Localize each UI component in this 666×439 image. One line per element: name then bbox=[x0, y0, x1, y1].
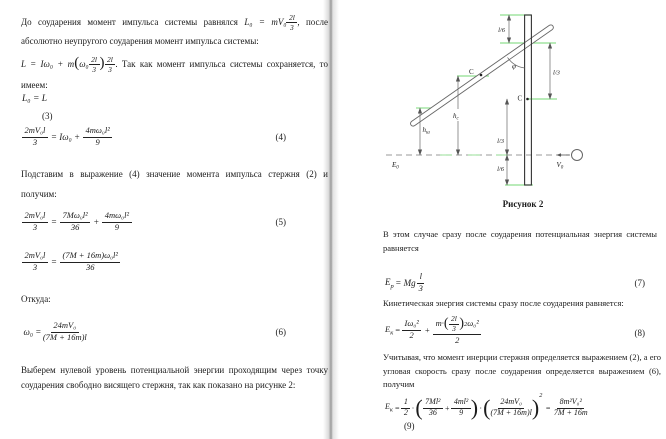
label-c-rod: C bbox=[517, 94, 523, 103]
ep-symbol: $E_p$ bbox=[385, 276, 394, 290]
label-l6-top: l/6 bbox=[498, 27, 505, 34]
paragraph-potential-energy: В этом случае сразу после соударения потенциальная энергия системы равняется bbox=[383, 229, 657, 253]
fraction: $\frac{\text{Iω₀²}}{2}$ bbox=[402, 319, 421, 340]
velocity-arrow-head bbox=[557, 153, 562, 157]
label-l3-bottom: l/3 bbox=[497, 138, 504, 145]
fraction: $\frac{\text{4ml²}}{9}$ bbox=[451, 398, 470, 418]
fraction: $\frac{\text{24mV₀}}{(7M + 16m)l}$ bbox=[490, 397, 532, 417]
fraction: $\frac{\text{2mV₀l}}{3}$ bbox=[22, 211, 48, 232]
equation-9: $E_к$ = $\frac{1}{2}$ · ( $\frac{\text{7Ml²}}{36}$ + $\frac{\text{4ml²}}{9}$ ) · ( $\frac{\text{24mV₀}}{(7M + 16m)l}$ ) $^2$ = $\frac{\text{8m²V₀²}}{7M + 16m}$ bbox=[385, 392, 588, 420]
inner-fraction: $\frac{2l}{3}$ bbox=[449, 315, 460, 334]
fraction: $\frac{\text{2mV₀l}}{3}$ bbox=[22, 251, 48, 272]
label-c-inclined: C bbox=[469, 68, 474, 76]
equation-3: L₀ = L bbox=[22, 94, 48, 104]
fraction: $\frac{\text{8m²V₀²}}{7M + 16m}$ bbox=[553, 397, 588, 417]
fraction: $\frac{\text{4mω₀l²}}{9}$ bbox=[102, 211, 131, 232]
equation-number-5: (5) bbox=[275, 217, 286, 227]
paragraph-zero-level: Выберем нулевой уровень потенциальной энергии проходящим через точку соударения свободно висящего стержня, так как показано на рисунке 2: bbox=[21, 365, 328, 390]
ball-circle bbox=[572, 150, 583, 161]
figure-caption: Рисунок 2 bbox=[502, 199, 544, 209]
label-v0: $V_0$ bbox=[556, 161, 564, 171]
ek-symbol: $E_к$ bbox=[385, 402, 393, 414]
paragraph-momentum-before: До соударения момент импульса системы равнялся L₀ = mV₀ $\frac{2l}{3}$ , после абсолютно неупругого соударения момент импульса системы: bbox=[21, 12, 328, 47]
label-phi: φ bbox=[512, 62, 516, 71]
fraction: $\frac{\text{2mV₀l}}{3}$ bbox=[22, 126, 48, 147]
center-dot-rod bbox=[526, 98, 529, 101]
inline-fraction: $\frac{2l}{3}$ bbox=[89, 56, 100, 75]
label-hm: $h_ш$ bbox=[422, 126, 430, 136]
equation-number-3: (3) bbox=[42, 111, 53, 121]
fraction: $\frac{\text{4mω₀l²}}{9}$ bbox=[83, 126, 112, 147]
label-l6-bottom: l/6 bbox=[497, 166, 504, 173]
equation-8: $E_к$ = $\frac{\text{Iω₀²}}{2}$ + m· ( $\frac{2l}{3}$ ) 2 ω₀² 2 bbox=[385, 311, 481, 349]
inline-fraction: $\frac{2l}{3}$ bbox=[286, 14, 297, 33]
center-dot-inclined bbox=[480, 74, 483, 77]
equation-number-7: (7) bbox=[634, 278, 645, 288]
figure-2-diagram bbox=[383, 8, 603, 198]
label-l3-right: l/3 bbox=[553, 69, 560, 77]
fraction-nested: m· ( $\frac{2l}{3}$ ) 2 ω₀² 2 bbox=[433, 315, 481, 345]
fraction: $\frac{1}{2}$ bbox=[401, 398, 410, 418]
label-hc: $h_c$ bbox=[453, 112, 459, 122]
equation-7: $E_p$ = Mg $\frac{l}{3}$ bbox=[385, 271, 423, 293]
paragraph-kinetic-energy: Кинетическая энергия системы сразу после соударения равняется: bbox=[383, 298, 624, 308]
equation-number-9: (9) bbox=[404, 421, 415, 431]
paragraph-substitute: Подставим в выражение (4) значение момента импульса стержня (2) и получим: bbox=[21, 169, 328, 199]
paragraph-hence: Откуда: bbox=[21, 294, 51, 304]
fraction: $\frac{l}{3}$ bbox=[418, 271, 423, 293]
fraction: $\frac{\text{7Ml²}}{36}$ bbox=[423, 398, 443, 418]
inline-fraction: $\frac{2l}{3}$ bbox=[105, 56, 116, 75]
equation-number-6: (6) bbox=[275, 327, 286, 337]
equation-number-4: (4) bbox=[275, 132, 286, 142]
fraction: $\frac{\text{7Mω₀l²}}{36}$ bbox=[60, 211, 90, 232]
equation-4: $\frac{\text{2mV₀l}}{3}$ = Iω₀ + $\frac{\text{4mω₀l²}}{9}$ bbox=[22, 123, 112, 151]
label-e0: $E_0$ bbox=[392, 161, 399, 171]
equation-5: $\frac{\text{2mV₀l}}{3}$ = $\frac{\text{7Mω₀l²}}{36}$ + $\frac{\text{4mω₀l²}}{9}$ bbox=[22, 208, 132, 236]
fraction: $\frac{\text{24mV₀}}{(7M + 16m)l}$ bbox=[42, 320, 87, 342]
paragraph-considering: Учитывая, что момент инерции стержня определяется выражением (2), а его угловая скорость сразу после соударения определяется выражением (6), получим bbox=[383, 352, 661, 390]
equation-6: ω₀ = $\frac{\text{24mV₀}}{(7M + 16m)l}$ bbox=[23, 320, 87, 342]
paragraph-momentum-after: L = Iω₀ + m(ω₀ $\frac{2l}{3}$ ) $\frac{2l}{3}$ . Так как момент импульса системы сохраняется, то имеем: bbox=[21, 54, 328, 90]
fraction: $\frac{\text{(7M + 16m)ω₀l²}}{36}$ bbox=[60, 251, 120, 272]
equation-5b: $\frac{\text{2mV₀l}}{3}$ = $\frac{\text{(7M + 16m)ω₀l²}}{36}$ bbox=[22, 248, 120, 276]
ek-symbol: $E_к$ bbox=[385, 323, 394, 337]
equation-number-8: (8) bbox=[634, 328, 645, 338]
